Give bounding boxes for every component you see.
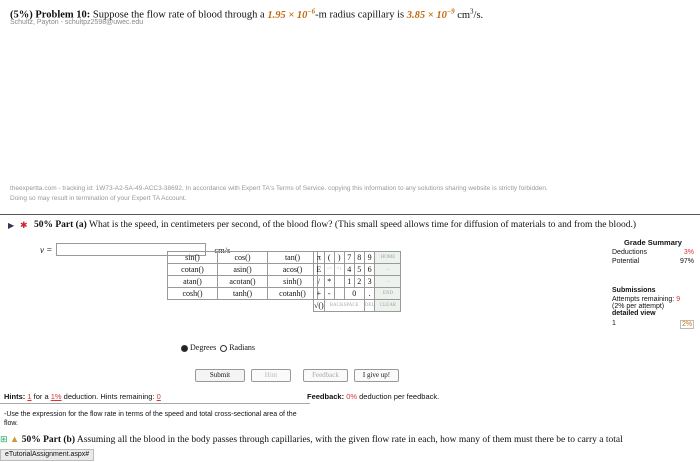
divider [0,403,310,404]
warning-icon: ▲ [9,435,20,445]
key-3[interactable]: 3 [364,276,375,288]
key-left[interactable]: ← [375,264,401,276]
watermark-line-1: theexpertta.com - tracking id: 1W73-A2-5A-49-ACC3-38692. In accordance with Expert TA's Terms of Service. copying this information to any solutions sharing website is strictly forbidden. [10,185,548,192]
hints-deduction: deduction. Hints remaining: [63,392,155,401]
hints-remaining: 0 [156,392,161,401]
key-1[interactable]: 1 [344,276,354,288]
watermark-line-2: Doing so may result in termination of your Expert TA Account. [10,195,187,202]
part-b-question: Assuming all the blood in the body passes through capillaries, with the given flow rate in each, how many of them must there be to carry a total [76,435,623,445]
key-pi[interactable]: π [314,252,325,264]
number-keypad [313,251,401,312]
key-cotanh[interactable]: cotanh() [268,288,318,300]
key-plus[interactable]: + [314,288,325,300]
part-a-question: What is the speed, in centimeters per second, of the blood flow? (This small speed allows time for diffusion of materials to and from the blood.) [88,220,636,230]
part-a-header [0,214,700,236]
key-right[interactable]: → [375,276,401,288]
submission-deduction: 2% [681,321,693,328]
hint-button[interactable]: Hint [251,369,291,382]
units-label: cm/s [214,244,231,255]
key-del[interactable]: DEL [364,300,375,312]
key-multiply[interactable]: * [324,276,334,288]
submission-number: 1 [612,320,616,327]
deductions-label: Deductions [612,249,648,256]
url-status-tab: eTutorialAssignment.aspx# [0,449,94,461]
submissions-title: Submissions [612,287,656,294]
key-cotan[interactable]: cotan() [168,264,218,276]
hints-pct: 1% [50,392,62,401]
give-up-button[interactable]: I give up! [354,369,399,382]
per-attempt-note: (2% per attempt) [612,303,665,310]
potential-label: Potential [612,258,640,265]
key-e[interactable]: E [314,264,325,276]
flow-unit: $cm^3/s$. [457,7,484,21]
radius-value: $1.95 \times 10^{-6}$ [267,7,316,21]
key-cos[interactable]: cos() [218,252,268,264]
key-0[interactable]: 0 [344,288,364,300]
angle-mode [181,343,255,352]
key-atan[interactable]: atan() [168,276,218,288]
hints-label: Hints: [4,392,26,401]
attempts-label: Attempts remaining: [612,296,675,303]
status-icon: ✱ [20,220,28,230]
key-down[interactable]: ^↓ [334,264,344,276]
key-sin[interactable]: sin() [168,252,218,264]
deductions-value: 3% [683,249,694,256]
degrees-radio[interactable] [181,345,188,352]
key-7[interactable]: 7 [344,252,354,264]
student-info: Schultz, Payton - schultpz2598@uwec.edu [10,19,144,26]
detailed-view-link[interactable]: detailed view [612,310,656,317]
key-end[interactable]: END [375,288,401,300]
copyright-watermark [10,184,690,204]
grade-summary-title: Grade Summary [624,238,682,247]
key-sqrt[interactable]: √() [314,301,324,310]
expand-icon[interactable]: ⊞ [0,434,8,444]
key-divide[interactable]: / [314,276,325,288]
key-close-paren[interactable]: ) [334,252,344,264]
key-tanh[interactable]: tanh() [218,288,268,300]
key-tan[interactable]: tan() [268,252,318,264]
potential-value: 97% [679,258,694,265]
key-acos[interactable]: acos() [268,264,318,276]
action-buttons [195,369,399,382]
key-open-paren[interactable]: ( [324,252,334,264]
key-home[interactable]: HOME [375,252,401,264]
key-4[interactable]: 4 [344,264,354,276]
key-dot[interactable]: . [364,288,375,300]
variable-label: v = [40,244,53,255]
key-asin[interactable]: asin() [218,264,268,276]
hint-text: -Use the expression for the flow rate in terms of the speed and total cross-sectional area of the flow. [4,411,297,427]
hints-for-a: for a [33,392,49,401]
problem-text-2: -m radius capillary is [315,9,405,21]
hints-count: 1 [27,392,32,401]
key-backspace[interactable]: BACKSPACE [324,300,364,312]
key-blank [334,288,344,300]
expand-arrow-icon[interactable]: ▶ [8,221,15,230]
radians-radio[interactable] [220,345,227,352]
key-5[interactable]: 5 [354,264,364,276]
degrees-label: Degrees [190,343,217,352]
key-cosh[interactable]: cosh() [168,288,218,300]
function-keypad [167,251,318,352]
key-6[interactable]: 6 [364,264,375,276]
flow-value: $3.85 \times 10^{-9}$ [406,7,455,21]
feedback-status [307,392,439,401]
part-a-label: 50% Part (a) [34,220,87,230]
grade-summary [612,238,694,329]
radians-label: Radians [229,343,255,352]
feedback-button[interactable]: Feedback [303,369,348,382]
problem-prefix: (5%) Problem 10: [10,9,91,21]
hints-status [4,392,161,401]
submit-button[interactable]: Submit [195,369,245,382]
feedback-text: deduction per feedback. [359,392,440,401]
key-minus[interactable]: - [324,288,334,300]
key-blank [334,276,344,288]
key-9[interactable]: 9 [364,252,375,264]
part-b-header[interactable] [0,434,700,445]
key-acotan[interactable]: acotan() [218,276,268,288]
attempts-value: 9 [676,296,681,303]
key-up[interactable]: ↑^ [324,264,334,276]
problem-text-1: Suppose the flow rate of blood through a [92,9,265,21]
key-sinh[interactable]: sinh() [268,276,318,288]
feedback-label: Feedback: [307,392,345,401]
feedback-pct: 0% [346,392,358,401]
key-8[interactable]: 8 [354,252,364,264]
key-2[interactable]: 2 [354,276,364,288]
key-clear[interactable]: CLEAR [375,300,401,312]
part-b-label: 50% Part (b) [21,435,75,445]
